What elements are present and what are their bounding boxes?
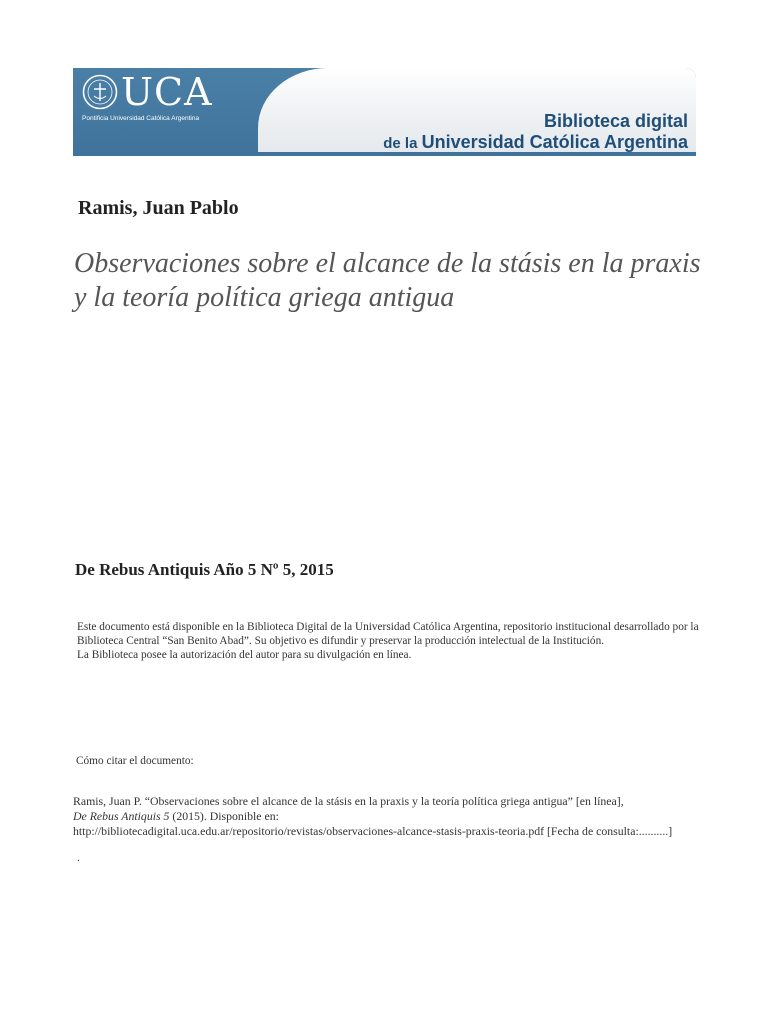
citation-line-1: Ramis, Juan P. “Observaciones sobre el alcance de la stásis en la praxis y la teoría política griega antigua” [en línea],: [73, 794, 624, 808]
availability-notice: [77, 620, 707, 662]
library-title-main: Universidad Católica Argentina: [421, 132, 688, 152]
citation-journal: De Rebus Antiquis 5: [73, 809, 170, 823]
library-title-prefix: de la: [383, 135, 422, 152]
citation-url[interactable]: http://bibliotecadigital.uca.edu.ar/repositorio/revistas/observaciones-alcance-stasis-praxis-teoria.pdf [Fecha de consulta:..........]: [73, 824, 673, 838]
author-name: Ramis, Juan Pablo: [78, 197, 239, 219]
header-banner: [73, 68, 696, 156]
citation-line-2: [73, 809, 693, 824]
cite-label: Cómo citar el documento:: [76, 755, 194, 767]
logo-text: UCA: [121, 70, 213, 114]
citation-date: (2015). Disponible en:: [169, 809, 279, 823]
logo-subtitle: Pontificia Universidad Católica Argentina: [82, 115, 200, 122]
library-title-line2: [383, 132, 688, 154]
notice-paragraph-1: Este documento está disponible en la Biblioteca Digital de la Universidad Católica Argentina, repositorio institucional desarrollado por la Biblioteca Central “San Benito Abad”. Su objetivo es difundir y preservar la producción intelectual de la Institución.: [77, 621, 699, 647]
citation-block: [73, 794, 693, 839]
university-seal-icon: [82, 74, 118, 110]
notice-paragraph-2: La Biblioteca posee la autorización del autor para su divulgación en línea.: [77, 649, 412, 661]
library-title: [383, 111, 688, 154]
library-title-line1: Biblioteca digital: [543, 111, 688, 131]
document-title: Observaciones sobre el alcance de la stásis en la praxis y la teoría política griega antigua: [74, 248, 701, 313]
trailing-dot: .: [77, 852, 80, 864]
journal-reference: De Rebus Antiquis Año 5 Nº 5, 2015: [75, 560, 334, 579]
